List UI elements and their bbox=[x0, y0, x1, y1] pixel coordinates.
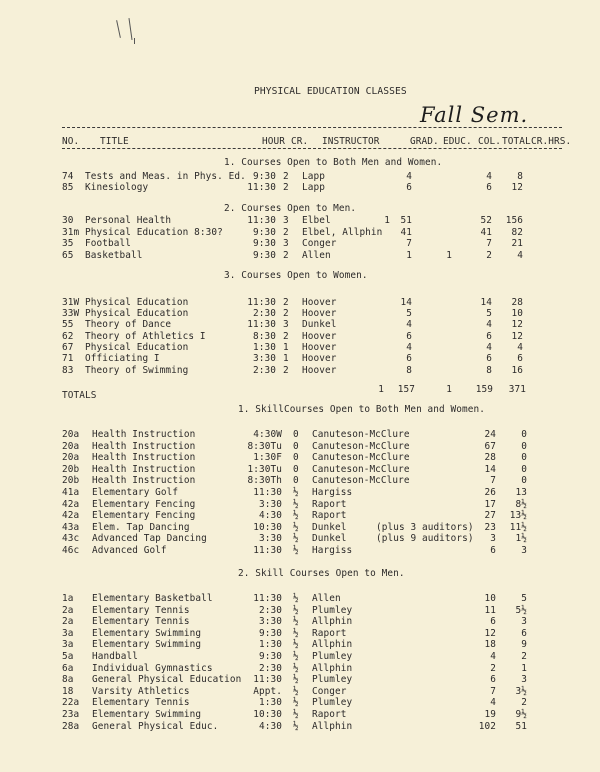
skill-course-credit: ½ bbox=[293, 510, 299, 521]
skill-course-title: General Physical Education bbox=[92, 674, 242, 685]
skill-course-title: Handball bbox=[92, 651, 138, 662]
course-credit: 2 bbox=[283, 227, 289, 238]
skill-total: 14 bbox=[484, 464, 496, 475]
skill-total: 2 bbox=[490, 663, 496, 674]
skill-course-credit: ½ bbox=[293, 522, 299, 533]
skill-course-instructor: Allphin bbox=[312, 721, 353, 732]
course-instructor: Elbel bbox=[302, 215, 331, 226]
educ-count: 4 bbox=[406, 171, 412, 182]
course-credit: 2 bbox=[283, 297, 289, 308]
course-credit: 1 bbox=[283, 353, 289, 364]
credit-hours: 4 bbox=[517, 250, 523, 261]
course-number: 65 bbox=[62, 250, 74, 261]
skill-course-hour: 3:30 bbox=[259, 616, 282, 627]
credit-hours: 16 bbox=[511, 365, 523, 376]
skill-course-hour: 1:30Tu bbox=[247, 464, 282, 475]
total-count: 4 bbox=[486, 171, 492, 182]
skill-course-hour: 4:30 bbox=[259, 510, 282, 521]
totals-crhrs: 371 bbox=[508, 384, 526, 395]
course-number: 85 bbox=[62, 182, 74, 193]
skill-total: 24 bbox=[484, 429, 496, 440]
course-instructor: Allen bbox=[302, 250, 331, 261]
course-instructor: Hoover bbox=[302, 342, 337, 353]
total-count: 5 bbox=[486, 308, 492, 319]
course-title: Theory of Swimming bbox=[85, 365, 189, 376]
skill-total: 10 bbox=[484, 593, 496, 604]
skill-total: 4 bbox=[490, 697, 496, 708]
skill-course-instructor: Hargiss bbox=[312, 487, 353, 498]
skill-total: 6 bbox=[490, 545, 496, 556]
column-header: NO. bbox=[62, 136, 80, 147]
skill-course-credit: ½ bbox=[293, 721, 299, 732]
skill-credit-hours: 3½ bbox=[515, 686, 527, 697]
skill-course-instructor: Dunkel bbox=[312, 533, 347, 544]
skill-course-title: Health Instruction bbox=[92, 441, 196, 452]
skill-credit-hours: 2 bbox=[521, 697, 527, 708]
skill-course-credit: ½ bbox=[293, 674, 299, 685]
skill-course-credit: 0 bbox=[293, 464, 299, 475]
skill-course-credit: ½ bbox=[293, 533, 299, 544]
skill-course-number: 5a bbox=[62, 651, 74, 662]
course-title: Physical Education bbox=[85, 342, 189, 353]
skill-course-title: Elementary Tennis bbox=[92, 616, 190, 627]
educ-count: 6 bbox=[406, 182, 412, 193]
skill-section-heading: 1. SkillCourses Open to Both Men and Women. bbox=[238, 404, 486, 415]
course-title: Physical Education bbox=[85, 297, 189, 308]
course-title: Kinesiology bbox=[85, 182, 149, 193]
educ-count: 4 bbox=[406, 319, 412, 330]
skill-course-hour: 9:30 bbox=[259, 651, 282, 662]
skill-course-number: 3a bbox=[62, 639, 74, 650]
credit-hours: 12 bbox=[511, 331, 523, 342]
skill-credit-hours: 5½ bbox=[515, 605, 527, 616]
total-count: 4 bbox=[486, 342, 492, 353]
skill-course-credit: 0 bbox=[293, 452, 299, 463]
skill-credit-hours: 0 bbox=[521, 441, 527, 452]
skill-course-title: Advanced Tap Dancing bbox=[92, 533, 207, 544]
skill-course-number: 20b bbox=[62, 475, 80, 486]
pencil-mark bbox=[134, 38, 135, 44]
course-credit: 2 bbox=[283, 308, 289, 319]
course-credit: 3 bbox=[283, 238, 289, 249]
educ-count: 6 bbox=[406, 353, 412, 364]
skill-credit-hours: 9½ bbox=[515, 709, 527, 720]
credit-hours: 10 bbox=[511, 308, 523, 319]
skill-credit-hours: 1 bbox=[521, 663, 527, 674]
pencil-mark bbox=[128, 18, 132, 40]
skill-course-credit: 0 bbox=[293, 429, 299, 440]
educ-count: 4 bbox=[406, 342, 412, 353]
skill-course-instructor: Allphin bbox=[312, 663, 353, 674]
skill-course-instructor: Raport bbox=[312, 499, 347, 510]
skill-course-hour: 10:30 bbox=[253, 709, 282, 720]
course-credit: 2 bbox=[283, 250, 289, 261]
skill-credit-hours: 9 bbox=[521, 639, 527, 650]
skill-course-title: Elem. Tap Dancing bbox=[92, 522, 190, 533]
skill-course-number: 46c bbox=[62, 545, 80, 556]
total-count: 4 bbox=[486, 319, 492, 330]
skill-course-instructor: Canuteson-McClure bbox=[312, 464, 410, 475]
educ-count: 51 bbox=[400, 215, 412, 226]
skill-course-title: Elementary Golf bbox=[92, 487, 179, 498]
skill-course-instructor: Canuteson-McClure bbox=[312, 441, 410, 452]
course-title: Theory of Dance bbox=[85, 319, 172, 330]
credit-hours: 4 bbox=[517, 342, 523, 353]
skill-course-hour: 1:30F bbox=[253, 452, 282, 463]
course-hour: 11:30 bbox=[247, 215, 276, 226]
course-number: 83 bbox=[62, 365, 74, 376]
skill-credit-hours: 6 bbox=[521, 628, 527, 639]
skill-course-title: Elementary Basketball bbox=[92, 593, 213, 604]
course-credit: 1 bbox=[283, 342, 289, 353]
skill-total: 3 bbox=[490, 533, 496, 544]
skill-course-title: Health Instruction bbox=[92, 475, 196, 486]
course-instructor: Hoover bbox=[302, 308, 337, 319]
skill-total: 28 bbox=[484, 452, 496, 463]
skill-course-number: 8a bbox=[62, 674, 74, 685]
total-count: 7 bbox=[486, 238, 492, 249]
skill-credit-hours: 0 bbox=[521, 464, 527, 475]
course-hour: 9:30 bbox=[253, 227, 276, 238]
skill-course-number: 28a bbox=[62, 721, 80, 732]
course-title: Tests and Meas. in Phys. Ed. bbox=[85, 171, 246, 182]
total-count: 6 bbox=[486, 182, 492, 193]
skill-course-hour: 3:30 bbox=[259, 499, 282, 510]
skill-course-number: 20a bbox=[62, 441, 80, 452]
course-hour: 11:30 bbox=[247, 319, 276, 330]
course-hour: 1:30 bbox=[253, 342, 276, 353]
skill-course-credit: ½ bbox=[293, 651, 299, 662]
credit-hours: 21 bbox=[511, 238, 523, 249]
skill-course-number: 2a bbox=[62, 605, 74, 616]
skill-course-instructor: Canuteson-McClure bbox=[312, 475, 410, 486]
skill-total: 18 bbox=[484, 639, 496, 650]
section-heading: 2. Courses Open to Men. bbox=[224, 203, 357, 214]
section-heading: 1. Courses Open to Both Men and Women. bbox=[224, 157, 443, 168]
skill-course-number: 20a bbox=[62, 429, 80, 440]
totals-col: 1 bbox=[446, 384, 452, 395]
skill-course-number: 41a bbox=[62, 487, 80, 498]
skill-course-hour: 1:30 bbox=[259, 639, 282, 650]
educ-count: 7 bbox=[406, 238, 412, 249]
skill-course-instructor: Raport bbox=[312, 709, 347, 720]
total-count: 8 bbox=[486, 365, 492, 376]
skill-credit-hours: 3 bbox=[521, 545, 527, 556]
skill-course-instructor: Canuteson-McClure bbox=[312, 429, 410, 440]
pencil-mark bbox=[116, 20, 121, 38]
course-hour: 9:30 bbox=[253, 250, 276, 261]
skill-course-instructor: Dunkel bbox=[312, 522, 347, 533]
skill-total: 6 bbox=[490, 674, 496, 685]
course-credit: 3 bbox=[283, 319, 289, 330]
skill-course-hour: 9:30 bbox=[259, 628, 282, 639]
course-title: Officiating I bbox=[85, 353, 160, 364]
skill-total: 26 bbox=[484, 487, 496, 498]
educ-count: 5 bbox=[406, 308, 412, 319]
course-hour: 8:30 bbox=[253, 331, 276, 342]
course-title: Basketball bbox=[85, 250, 143, 261]
course-instructor: Dunkel bbox=[302, 319, 337, 330]
skill-course-title: Elementary Swimming bbox=[92, 709, 202, 720]
course-hour: 9:30 bbox=[253, 171, 276, 182]
col-count: 1 bbox=[446, 250, 452, 261]
course-number: 33W bbox=[62, 308, 80, 319]
header-rule bbox=[62, 148, 562, 149]
educ-count: 8 bbox=[406, 365, 412, 376]
skill-course-hour: 2:30 bbox=[259, 663, 282, 674]
skill-credit-hours: 8½ bbox=[515, 499, 527, 510]
skill-course-number: 6a bbox=[62, 663, 74, 674]
skill-course-number: 43a bbox=[62, 522, 80, 533]
skill-credit-hours: 3 bbox=[521, 674, 527, 685]
skill-course-number: 43c bbox=[62, 533, 80, 544]
skill-course-credit: 0 bbox=[293, 475, 299, 486]
course-hour: 11:30 bbox=[247, 297, 276, 308]
skill-course-instructor: Plumley bbox=[312, 674, 353, 685]
skill-total: 23 bbox=[484, 522, 496, 533]
course-instructor: Hoover bbox=[302, 353, 337, 364]
educ-count: 6 bbox=[406, 331, 412, 342]
skill-credit-hours: 0 bbox=[521, 452, 527, 463]
skill-course-credit: 0 bbox=[293, 441, 299, 452]
course-title: Physical Education bbox=[85, 308, 189, 319]
document-title: PHYSICAL EDUCATION CLASSES bbox=[254, 86, 407, 97]
course-number: 71 bbox=[62, 353, 74, 364]
skill-total: 27 bbox=[484, 510, 496, 521]
course-number: 31W bbox=[62, 297, 80, 308]
skill-course-instructor: Plumley bbox=[312, 605, 353, 616]
skill-course-instructor: Canuteson-McClure bbox=[312, 452, 410, 463]
skill-course-hour: 1:30 bbox=[259, 697, 282, 708]
course-number: 74 bbox=[62, 171, 74, 182]
course-credit: 3 bbox=[283, 215, 289, 226]
course-hour: 2:30 bbox=[253, 365, 276, 376]
skill-course-number: 20a bbox=[62, 452, 80, 463]
skill-credit-hours: 2 bbox=[521, 651, 527, 662]
skill-course-hour: 11:30 bbox=[253, 545, 282, 556]
total-count: 2 bbox=[486, 250, 492, 261]
skill-credit-hours: 1½ bbox=[515, 533, 527, 544]
skill-total: 11 bbox=[484, 605, 496, 616]
skill-course-number: 23a bbox=[62, 709, 80, 720]
skill-course-number: 1a bbox=[62, 593, 74, 604]
skill-course-hour: 10:30 bbox=[253, 522, 282, 533]
skill-credit-hours: 13 bbox=[515, 487, 527, 498]
skill-course-number: 3a bbox=[62, 628, 74, 639]
skill-course-title: Elementary Tennis bbox=[92, 605, 190, 616]
skill-total: 7 bbox=[490, 686, 496, 697]
course-instructor: Elbel, Allphin bbox=[302, 227, 383, 238]
totals-total: 159 bbox=[475, 384, 493, 395]
educ-count: 41 bbox=[400, 227, 412, 238]
skill-course-credit: ½ bbox=[293, 499, 299, 510]
skill-course-title: Varsity Athletics bbox=[92, 686, 190, 697]
skill-total: 67 bbox=[484, 441, 496, 452]
course-number: 55 bbox=[62, 319, 74, 330]
course-instructor: Hoover bbox=[302, 365, 337, 376]
skill-credit-hours: 11½ bbox=[509, 522, 527, 533]
course-credit: 2 bbox=[283, 182, 289, 193]
skill-course-credit: ½ bbox=[293, 605, 299, 616]
course-instructor: Lapp bbox=[302, 171, 325, 182]
skill-course-number: 22a bbox=[62, 697, 80, 708]
skill-course-number: 20b bbox=[62, 464, 80, 475]
skill-course-title: Elementary Fencing bbox=[92, 510, 196, 521]
grad-count: 1 bbox=[384, 215, 390, 226]
course-number: 67 bbox=[62, 342, 74, 353]
skill-course-title: Advanced Golf bbox=[92, 545, 167, 556]
skill-course-hour: 8:30Tu bbox=[247, 441, 282, 452]
skill-total: 102 bbox=[478, 721, 496, 732]
skill-course-number: 2a bbox=[62, 616, 74, 627]
column-header: HOUR bbox=[262, 136, 285, 147]
course-credit: 2 bbox=[283, 365, 289, 376]
total-count: 6 bbox=[486, 331, 492, 342]
skill-course-title: Health Instruction bbox=[92, 464, 196, 475]
skill-credit-hours: 0 bbox=[521, 429, 527, 440]
skill-credit-hours: 5 bbox=[521, 593, 527, 604]
skill-total: 19 bbox=[484, 709, 496, 720]
skill-course-hour: 11:30 bbox=[253, 487, 282, 498]
course-instructor: Hoover bbox=[302, 297, 337, 308]
skill-course-hour: Appt. bbox=[253, 686, 282, 697]
course-hour: 2:30 bbox=[253, 308, 276, 319]
total-count: 41 bbox=[480, 227, 492, 238]
skill-section-heading: 2. Skill Courses Open to Men. bbox=[238, 568, 405, 579]
course-instructor: Hoover bbox=[302, 331, 337, 342]
course-hour: 3:30 bbox=[253, 353, 276, 364]
column-header: COL. bbox=[478, 136, 501, 147]
course-instructor: Lapp bbox=[302, 182, 325, 193]
skill-course-instructor: Allphin bbox=[312, 639, 353, 650]
skill-credit-hours: 0 bbox=[521, 475, 527, 486]
skill-course-number: 42a bbox=[62, 499, 80, 510]
auditor-note: (plus 3 auditors) bbox=[376, 522, 474, 533]
credit-hours: 8 bbox=[517, 171, 523, 182]
skill-course-title: Individual Gymnastics bbox=[92, 663, 213, 674]
column-header: TOTAL bbox=[502, 136, 531, 147]
course-title: Physical Education 8:30? bbox=[85, 227, 223, 238]
skill-course-instructor: Allen bbox=[312, 593, 341, 604]
course-instructor: Conger bbox=[302, 238, 337, 249]
skill-course-credit: ½ bbox=[293, 628, 299, 639]
credit-hours: 82 bbox=[511, 227, 523, 238]
auditor-note: (plus 9 auditors) bbox=[376, 533, 474, 544]
skill-course-hour: 3:30 bbox=[259, 533, 282, 544]
course-hour: 9:30 bbox=[253, 238, 276, 249]
course-hour: 11:30 bbox=[247, 182, 276, 193]
skill-course-title: General Physical Educ. bbox=[92, 721, 219, 732]
course-title: Theory of Athletics I bbox=[85, 331, 206, 342]
course-number: 30 bbox=[62, 215, 74, 226]
credit-hours: 156 bbox=[505, 215, 523, 226]
skill-course-hour: 11:30 bbox=[253, 674, 282, 685]
skill-course-hour: 4:30W bbox=[253, 429, 282, 440]
credit-hours: 12 bbox=[511, 319, 523, 330]
educ-count: 1 bbox=[406, 250, 412, 261]
skill-course-hour: 4:30 bbox=[259, 721, 282, 732]
skill-course-credit: ½ bbox=[293, 487, 299, 498]
total-count: 14 bbox=[480, 297, 492, 308]
handwritten-note: Fall Sem. bbox=[420, 103, 529, 127]
skill-course-instructor: Raport bbox=[312, 628, 347, 639]
column-header: EDUC. bbox=[443, 136, 472, 147]
skill-course-number: 18 bbox=[62, 686, 74, 697]
column-header: CR.HRS. bbox=[531, 136, 572, 147]
skill-course-credit: ½ bbox=[293, 639, 299, 650]
column-header: TITLE bbox=[100, 136, 129, 147]
skill-course-instructor: Hargiss bbox=[312, 545, 353, 556]
skill-course-title: Elementary Swimming bbox=[92, 628, 202, 639]
skill-total: 4 bbox=[490, 651, 496, 662]
skill-course-number: 42a bbox=[62, 510, 80, 521]
skill-total: 17 bbox=[484, 499, 496, 510]
skill-course-hour: 8:30Th bbox=[247, 475, 282, 486]
skill-course-credit: ½ bbox=[293, 697, 299, 708]
totals-label: TOTALS bbox=[62, 390, 97, 401]
skill-course-instructor: Allphin bbox=[312, 616, 353, 627]
skill-course-instructor: Conger bbox=[312, 686, 347, 697]
credit-hours: 12 bbox=[511, 182, 523, 193]
skill-credit-hours: 51 bbox=[515, 721, 527, 732]
total-count: 52 bbox=[480, 215, 492, 226]
totals-educ: 157 bbox=[397, 384, 415, 395]
skill-course-hour: 11:30 bbox=[253, 593, 282, 604]
skill-course-title: Elementary Swimming bbox=[92, 639, 202, 650]
credit-hours: 6 bbox=[517, 353, 523, 364]
total-count: 6 bbox=[486, 353, 492, 364]
educ-count: 14 bbox=[400, 297, 412, 308]
course-title: Personal Health bbox=[85, 215, 172, 226]
course-title: Football bbox=[85, 238, 131, 249]
skill-course-title: Elementary Tennis bbox=[92, 697, 190, 708]
skill-course-title: Health Instruction bbox=[92, 429, 196, 440]
column-header: INSTRUCTOR bbox=[322, 136, 380, 147]
skill-course-title: Elementary Fencing bbox=[92, 499, 196, 510]
skill-course-credit: ½ bbox=[293, 545, 299, 556]
skill-total: 6 bbox=[490, 616, 496, 627]
section-heading: 3. Courses Open to Women. bbox=[224, 270, 368, 281]
skill-course-credit: ½ bbox=[293, 663, 299, 674]
skill-course-credit: ½ bbox=[293, 593, 299, 604]
course-credit: 2 bbox=[283, 171, 289, 182]
column-header: GRAD. bbox=[410, 136, 439, 147]
course-number: 31m bbox=[62, 227, 80, 238]
skill-credit-hours: 13½ bbox=[509, 510, 527, 521]
skill-total: 12 bbox=[484, 628, 496, 639]
skill-total: 7 bbox=[490, 475, 496, 486]
top-rule bbox=[62, 127, 562, 128]
skill-course-instructor: Plumley bbox=[312, 651, 353, 662]
course-number: 62 bbox=[62, 331, 74, 342]
skill-course-hour: 2:30 bbox=[259, 605, 282, 616]
totals-grad: 1 bbox=[378, 384, 384, 395]
skill-course-instructor: Raport bbox=[312, 510, 347, 521]
skill-course-credit: ½ bbox=[293, 616, 299, 627]
skill-course-credit: ½ bbox=[293, 709, 299, 720]
skill-credit-hours: 3 bbox=[521, 616, 527, 627]
course-number: 35 bbox=[62, 238, 74, 249]
credit-hours: 28 bbox=[511, 297, 523, 308]
course-credit: 2 bbox=[283, 331, 289, 342]
skill-course-instructor: Plumley bbox=[312, 697, 353, 708]
column-header: CR. bbox=[291, 136, 309, 147]
skill-course-title: Health Instruction bbox=[92, 452, 196, 463]
skill-course-credit: ½ bbox=[293, 686, 299, 697]
